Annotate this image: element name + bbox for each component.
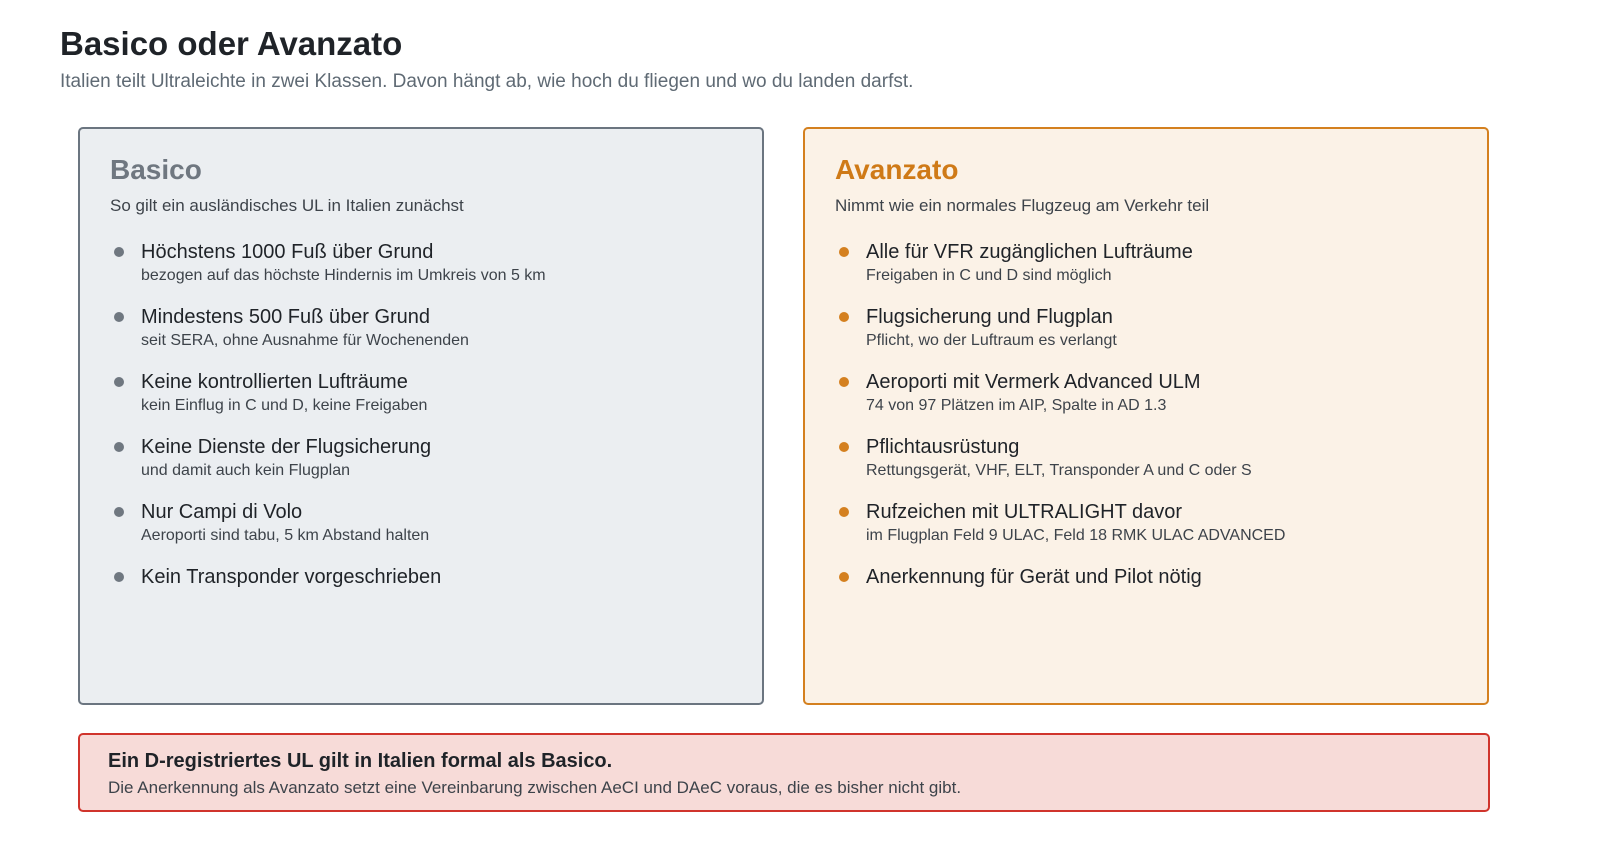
bullet-icon (839, 377, 849, 387)
basico-subtitle: So gilt ein ausländisches UL in Italien zunächst (110, 196, 464, 215)
rule-title: Keine kontrollierten Lufträume (141, 371, 408, 393)
bullet-icon (114, 507, 124, 517)
rule-detail: Aeroporti sind tabu, 5 km Abstand halten (141, 527, 430, 544)
rule-detail: 74 von 97 Plätzen im AIP, Spalte in AD 1.3 (866, 397, 1167, 414)
basico-rule-item (110, 434, 732, 499)
rule-detail: im Flugplan Feld 9 ULAC, Feld 18 RMK ULAC ADVANCED (866, 527, 1286, 544)
notice-text: Die Anerkennung als Avanzato setzt eine Vereinbarung zwischen AeCI und DAeC voraus, die es bisher nicht gibt. (108, 778, 962, 797)
bullet-icon (114, 312, 124, 322)
warning-notice (78, 733, 1490, 812)
bullet-icon (114, 247, 124, 257)
rule-detail: Pflicht, wo der Luftraum es verlangt (866, 332, 1117, 349)
rule-detail: seit SERA, ohne Ausnahme für Wochenenden (141, 332, 469, 349)
rule-title: Höchstens 1000 Fuß über Grund (141, 241, 434, 263)
rule-detail: Freigaben in C und D sind möglich (866, 267, 1112, 284)
basico-rule-item (110, 239, 732, 304)
avanzato-title: Avanzato (835, 154, 959, 185)
avanzato-rule-item (835, 239, 1457, 304)
rule-detail: Rettungsgerät, VHF, ELT, Transponder A und C oder S (866, 462, 1252, 479)
bullet-icon (839, 247, 849, 257)
basico-rule-list (110, 239, 732, 629)
rule-title: Rufzeichen mit ULTRALIGHT davor (866, 501, 1183, 523)
rule-title: Alle für VFR zugänglichen Lufträume (866, 241, 1193, 263)
rule-title: Keine Dienste der Flugsicherung (141, 436, 432, 458)
notice-title: Ein D-registriertes UL gilt in Italien formal als Basico. (108, 750, 613, 772)
avanzato-rule-item (835, 369, 1457, 434)
basico-title: Basico (110, 154, 202, 185)
rule-title: Mindestens 500 Fuß über Grund (141, 306, 431, 328)
basico-rule-item (110, 564, 732, 629)
page-title: Basico oder Avanzato (60, 25, 403, 62)
rule-title: Aeroporti mit Vermerk Advanced ULM (866, 371, 1201, 393)
bullet-icon (114, 572, 124, 582)
avanzato-subtitle: Nimmt wie ein normales Flugzeug am Verkehr teil (835, 196, 1210, 215)
avanzato-rule-list (835, 239, 1457, 629)
basico-rule-item (110, 304, 732, 369)
avanzato-rule-item (835, 499, 1457, 564)
bullet-icon (839, 507, 849, 517)
basico-rule-item (110, 499, 732, 564)
bullet-icon (114, 442, 124, 452)
basico-card (78, 127, 764, 705)
avanzato-rule-item (835, 434, 1457, 499)
rule-title: Nur Campi di Volo (141, 501, 303, 523)
bullet-icon (839, 442, 849, 452)
avanzato-rule-item (835, 564, 1457, 629)
bullet-icon (839, 312, 849, 322)
basico-rule-item (110, 369, 732, 434)
rule-detail: bezogen auf das höchste Hindernis im Umkreis von 5 km (141, 267, 546, 284)
rule-title: Kein Transponder vorgeschrieben (141, 566, 442, 588)
avanzato-card (803, 127, 1489, 705)
rule-title: Flugsicherung und Flugplan (866, 306, 1113, 328)
bullet-icon (114, 377, 124, 387)
rule-detail: und damit auch kein Flugplan (141, 462, 351, 479)
bullet-icon (839, 572, 849, 582)
page-subtitle: Italien teilt Ultraleichte in zwei Klassen. Davon hängt ab, wie hoch du fliegen und wo du landen darfst. (60, 71, 914, 92)
rule-detail: kein Einflug in C und D, keine Freigaben (141, 397, 428, 414)
rule-title: Pflichtausrüstung (866, 436, 1020, 458)
avanzato-rule-item (835, 304, 1457, 369)
rule-title: Anerkennung für Gerät und Pilot nötig (866, 566, 1202, 588)
